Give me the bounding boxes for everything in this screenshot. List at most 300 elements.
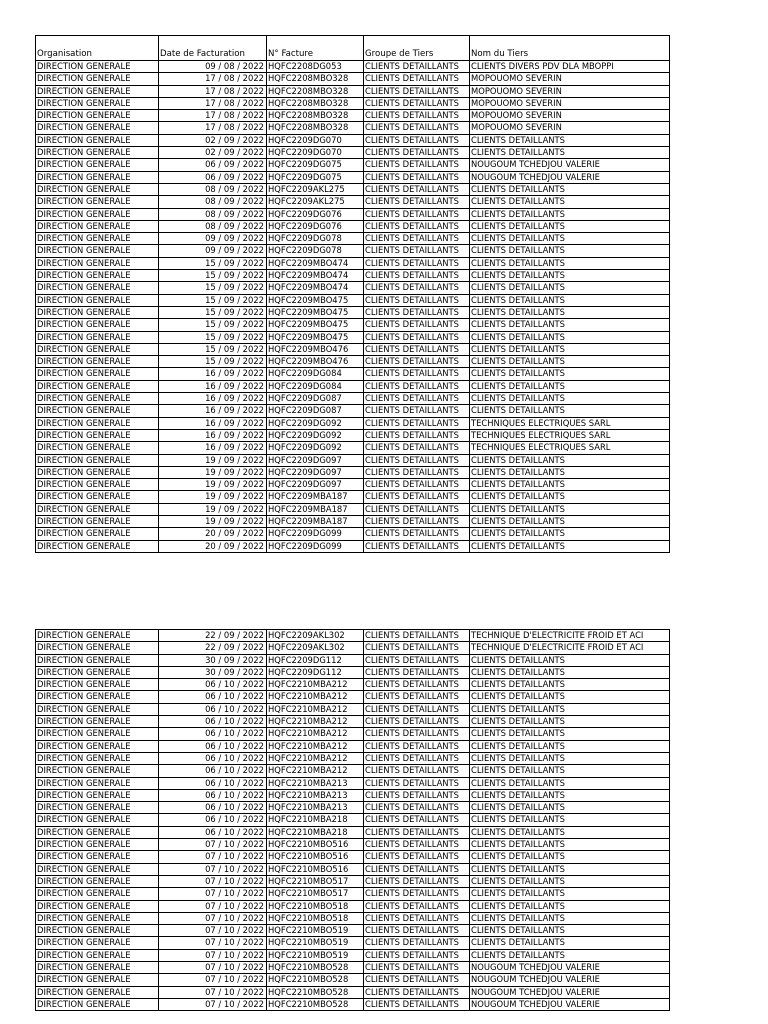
cell-groupe-tiers: CLIENTS DETAILLANTS — [364, 159, 470, 171]
cell-numero-facture: HQFC2210MBO516 — [267, 851, 364, 863]
cell-organisation: DIRECTION GENERALE — [36, 417, 159, 429]
cell-nom-tiers: TECHNIQUE D'ELECTRICITE FROID ET ACI — [470, 642, 670, 654]
cell-organisation: DIRECTION GENERALE — [36, 503, 159, 515]
cell-numero-facture: HQFC2210MBO517 — [267, 875, 364, 887]
cell-date: 06 / 10 / 2022 — [159, 802, 267, 814]
cell-numero-facture: HQFC2210MBO519 — [267, 949, 364, 961]
header-nom-tiers: Nom du Tiers — [470, 36, 670, 61]
cell-organisation: DIRECTION GENERALE — [36, 642, 159, 654]
cell-numero-facture: HQFC2210MBA212 — [267, 703, 364, 715]
cell-numero-facture: HQFC2210MBA213 — [267, 789, 364, 801]
cell-numero-facture: HQFC2210MBA212 — [267, 716, 364, 728]
cell-numero-facture: HQFC2210MBO528 — [267, 998, 364, 1010]
cell-date: 15 / 09 / 2022 — [159, 306, 267, 318]
cell-nom-tiers: CLIENTS DETAILLANTS — [470, 233, 670, 245]
cell-groupe-tiers: CLIENTS DETAILLANTS — [364, 356, 470, 368]
cell-date: 02 / 09 / 2022 — [159, 134, 267, 146]
cell-groupe-tiers: CLIENTS DETAILLANTS — [364, 85, 470, 97]
cell-nom-tiers: CLIENTS DETAILLANTS — [470, 851, 670, 863]
cell-groupe-tiers: CLIENTS DETAILLANTS — [364, 282, 470, 294]
cell-numero-facture: HQFC2210MBA212 — [267, 752, 364, 764]
table-row — [36, 442, 670, 454]
cell-organisation: DIRECTION GENERALE — [36, 245, 159, 257]
cell-organisation: DIRECTION GENERALE — [36, 912, 159, 924]
cell-organisation: DIRECTION GENERALE — [36, 294, 159, 306]
cell-organisation: DIRECTION GENERALE — [36, 208, 159, 220]
cell-date: 02 / 09 / 2022 — [159, 147, 267, 159]
table-row — [36, 752, 670, 764]
cell-numero-facture: HQFC2210MBA218 — [267, 814, 364, 826]
cell-numero-facture: HQFC2210MBO518 — [267, 900, 364, 912]
cell-date: 20 / 09 / 2022 — [159, 528, 267, 540]
cell-date: 19 / 09 / 2022 — [159, 515, 267, 527]
invoice-table-page-1 — [35, 35, 670, 553]
cell-organisation: DIRECTION GENERALE — [36, 368, 159, 380]
cell-nom-tiers: CLIENTS DETAILLANTS — [470, 491, 670, 503]
cell-date: 15 / 09 / 2022 — [159, 319, 267, 331]
cell-organisation: DIRECTION GENERALE — [36, 491, 159, 503]
table-row — [36, 405, 670, 417]
cell-date: 17 / 08 / 2022 — [159, 110, 267, 122]
cell-organisation: DIRECTION GENERALE — [36, 814, 159, 826]
cell-organisation: DIRECTION GENERALE — [36, 691, 159, 703]
cell-groupe-tiers: CLIENTS DETAILLANTS — [364, 654, 470, 666]
cell-numero-facture: HQFC2209DG087 — [267, 393, 364, 405]
cell-numero-facture: HQFC2208MBO328 — [267, 122, 364, 134]
header-groupe-tiers: Groupe de Tiers — [364, 36, 470, 61]
cell-organisation: DIRECTION GENERALE — [36, 196, 159, 208]
cell-date: 08 / 09 / 2022 — [159, 196, 267, 208]
cell-date: 08 / 09 / 2022 — [159, 208, 267, 220]
table-row — [36, 270, 670, 282]
table-row — [36, 962, 670, 974]
cell-date: 07 / 10 / 2022 — [159, 986, 267, 998]
header-row — [36, 36, 670, 61]
table-row — [36, 183, 670, 195]
cell-groupe-tiers: CLIENTS DETAILLANTS — [364, 393, 470, 405]
cell-groupe-tiers: CLIENTS DETAILLANTS — [364, 479, 470, 491]
cell-numero-facture: HQFC2209DG076 — [267, 208, 364, 220]
table-row — [36, 986, 670, 998]
cell-organisation: DIRECTION GENERALE — [36, 110, 159, 122]
cell-groupe-tiers: CLIENTS DETAILLANTS — [364, 196, 470, 208]
table-row — [36, 393, 670, 405]
cell-organisation: DIRECTION GENERALE — [36, 765, 159, 777]
cell-groupe-tiers: CLIENTS DETAILLANTS — [364, 171, 470, 183]
table-row — [36, 134, 670, 146]
cell-numero-facture: HQFC2209DG078 — [267, 245, 364, 257]
table-row — [36, 642, 670, 654]
cell-groupe-tiers: CLIENTS DETAILLANTS — [364, 270, 470, 282]
cell-date: 08 / 09 / 2022 — [159, 183, 267, 195]
cell-groupe-tiers: CLIENTS DETAILLANTS — [364, 515, 470, 527]
cell-date: 07 / 10 / 2022 — [159, 962, 267, 974]
cell-groupe-tiers: CLIENTS DETAILLANTS — [364, 343, 470, 355]
cell-nom-tiers: NOUGOUM TCHEDJOU VALERIE — [470, 962, 670, 974]
cell-organisation: DIRECTION GENERALE — [36, 666, 159, 678]
cell-organisation: DIRECTION GENERALE — [36, 393, 159, 405]
cell-date: 06 / 10 / 2022 — [159, 728, 267, 740]
cell-numero-facture: HQFC2209DG078 — [267, 233, 364, 245]
table-row — [36, 503, 670, 515]
cell-nom-tiers: CLIENTS DETAILLANTS — [470, 331, 670, 343]
cell-groupe-tiers: CLIENTS DETAILLANTS — [364, 814, 470, 826]
cell-groupe-tiers: CLIENTS DETAILLANTS — [364, 912, 470, 924]
cell-organisation: DIRECTION GENERALE — [36, 839, 159, 851]
cell-organisation: DIRECTION GENERALE — [36, 528, 159, 540]
cell-date: 16 / 09 / 2022 — [159, 442, 267, 454]
cell-organisation: DIRECTION GENERALE — [36, 233, 159, 245]
cell-date: 07 / 10 / 2022 — [159, 925, 267, 937]
cell-numero-facture: HQFC2209MBO475 — [267, 294, 364, 306]
cell-organisation: DIRECTION GENERALE — [36, 900, 159, 912]
cell-organisation: DIRECTION GENERALE — [36, 159, 159, 171]
table-row — [36, 630, 670, 642]
cell-organisation: DIRECTION GENERALE — [36, 466, 159, 478]
table-row — [36, 245, 670, 257]
cell-numero-facture: HQFC2209AKL302 — [267, 630, 364, 642]
cell-numero-facture: HQFC2208MBO328 — [267, 97, 364, 109]
cell-date: 17 / 08 / 2022 — [159, 73, 267, 85]
cell-date: 09 / 08 / 2022 — [159, 61, 267, 73]
cell-numero-facture: HQFC2209DG092 — [267, 429, 364, 441]
table-row — [36, 319, 670, 331]
cell-groupe-tiers: CLIENTS DETAILLANTS — [364, 233, 470, 245]
cell-groupe-tiers: CLIENTS DETAILLANTS — [364, 73, 470, 85]
table-row — [36, 716, 670, 728]
cell-date: 07 / 10 / 2022 — [159, 900, 267, 912]
cell-nom-tiers: CLIENTS DETAILLANTS — [470, 900, 670, 912]
cell-groupe-tiers: CLIENTS DETAILLANTS — [364, 900, 470, 912]
cell-nom-tiers: CLIENTS DETAILLANTS — [470, 716, 670, 728]
cell-groupe-tiers: CLIENTS DETAILLANTS — [364, 691, 470, 703]
cell-nom-tiers: CLIENTS DETAILLANTS — [470, 294, 670, 306]
cell-date: 17 / 08 / 2022 — [159, 85, 267, 97]
cell-organisation: DIRECTION GENERALE — [36, 442, 159, 454]
cell-nom-tiers: CLIENTS DETAILLANTS — [470, 691, 670, 703]
cell-groupe-tiers: CLIENTS DETAILLANTS — [364, 122, 470, 134]
cell-groupe-tiers: CLIENTS DETAILLANTS — [364, 405, 470, 417]
cell-numero-facture: HQFC2209MBA187 — [267, 491, 364, 503]
cell-nom-tiers: TECHNIQUES ELECTRIQUES SARL — [470, 429, 670, 441]
cell-groupe-tiers: CLIENTS DETAILLANTS — [364, 962, 470, 974]
cell-date: 15 / 09 / 2022 — [159, 282, 267, 294]
cell-nom-tiers: CLIENTS DETAILLANTS — [470, 466, 670, 478]
table-row — [36, 765, 670, 777]
cell-nom-tiers: CLIENTS DETAILLANTS — [470, 937, 670, 949]
cell-numero-facture: HQFC2209MBO474 — [267, 270, 364, 282]
cell-date: 15 / 09 / 2022 — [159, 331, 267, 343]
table-row — [36, 220, 670, 232]
cell-groupe-tiers: CLIENTS DETAILLANTS — [364, 642, 470, 654]
cell-numero-facture: HQFC2209AKL275 — [267, 183, 364, 195]
cell-numero-facture: HQFC2210MBA212 — [267, 679, 364, 691]
cell-numero-facture: HQFC2210MBA212 — [267, 740, 364, 752]
cell-date: 09 / 09 / 2022 — [159, 233, 267, 245]
cell-date: 07 / 10 / 2022 — [159, 875, 267, 887]
table-row — [36, 949, 670, 961]
cell-nom-tiers: CLIENTS DIVERS PDV DLA MBOPPI — [470, 61, 670, 73]
cell-organisation: DIRECTION GENERALE — [36, 183, 159, 195]
cell-date: 06 / 10 / 2022 — [159, 789, 267, 801]
cell-date: 06 / 10 / 2022 — [159, 826, 267, 838]
cell-date: 15 / 09 / 2022 — [159, 343, 267, 355]
table-row — [36, 814, 670, 826]
table-row — [36, 826, 670, 838]
cell-nom-tiers: CLIENTS DETAILLANTS — [470, 826, 670, 838]
cell-date: 17 / 08 / 2022 — [159, 97, 267, 109]
table-row — [36, 703, 670, 715]
cell-groupe-tiers: CLIENTS DETAILLANTS — [364, 765, 470, 777]
cell-organisation: DIRECTION GENERALE — [36, 777, 159, 789]
cell-organisation: DIRECTION GENERALE — [36, 319, 159, 331]
table-row — [36, 171, 670, 183]
cell-numero-facture: HQFC2209MBA187 — [267, 503, 364, 515]
cell-numero-facture: HQFC2209AKL302 — [267, 642, 364, 654]
cell-nom-tiers: TECHNIQUES ELECTRIQUES SARL — [470, 442, 670, 454]
cell-groupe-tiers: CLIENTS DETAILLANTS — [364, 97, 470, 109]
cell-numero-facture: HQFC2210MBO519 — [267, 925, 364, 937]
cell-organisation: DIRECTION GENERALE — [36, 429, 159, 441]
cell-numero-facture: HQFC2209MBO475 — [267, 331, 364, 343]
cell-organisation: DIRECTION GENERALE — [36, 171, 159, 183]
cell-groupe-tiers: CLIENTS DETAILLANTS — [364, 925, 470, 937]
cell-nom-tiers: CLIENTS DETAILLANTS — [470, 728, 670, 740]
cell-numero-facture: HQFC2209MBA187 — [267, 515, 364, 527]
cell-groupe-tiers: CLIENTS DETAILLANTS — [364, 331, 470, 343]
cell-organisation: DIRECTION GENERALE — [36, 937, 159, 949]
cell-groupe-tiers: CLIENTS DETAILLANTS — [364, 540, 470, 552]
cell-date: 15 / 09 / 2022 — [159, 270, 267, 282]
table-row — [36, 728, 670, 740]
cell-groupe-tiers: CLIENTS DETAILLANTS — [364, 851, 470, 863]
cell-nom-tiers: CLIENTS DETAILLANTS — [470, 343, 670, 355]
cell-numero-facture: HQFC2209DG099 — [267, 540, 364, 552]
cell-date: 07 / 10 / 2022 — [159, 888, 267, 900]
cell-groupe-tiers: CLIENTS DETAILLANTS — [364, 528, 470, 540]
cell-groupe-tiers: CLIENTS DETAILLANTS — [364, 134, 470, 146]
cell-date: 16 / 09 / 2022 — [159, 417, 267, 429]
cell-groupe-tiers: CLIENTS DETAILLANTS — [364, 974, 470, 986]
cell-nom-tiers: CLIENTS DETAILLANTS — [470, 777, 670, 789]
cell-groupe-tiers: CLIENTS DETAILLANTS — [364, 839, 470, 851]
cell-nom-tiers: NOUGOUM TCHEDJOU VALERIE — [470, 986, 670, 998]
cell-organisation: DIRECTION GENERALE — [36, 654, 159, 666]
cell-numero-facture: HQFC2210MBA213 — [267, 777, 364, 789]
cell-date: 06 / 10 / 2022 — [159, 777, 267, 789]
cell-nom-tiers: CLIENTS DETAILLANTS — [470, 220, 670, 232]
cell-date: 17 / 08 / 2022 — [159, 122, 267, 134]
table-row — [36, 380, 670, 392]
cell-nom-tiers: CLIENTS DETAILLANTS — [470, 814, 670, 826]
table-row — [36, 417, 670, 429]
cell-nom-tiers: CLIENTS DETAILLANTS — [470, 257, 670, 269]
cell-date: 07 / 10 / 2022 — [159, 998, 267, 1010]
cell-nom-tiers: CLIENTS DETAILLANTS — [470, 679, 670, 691]
cell-date: 15 / 09 / 2022 — [159, 356, 267, 368]
cell-organisation: DIRECTION GENERALE — [36, 888, 159, 900]
cell-organisation: DIRECTION GENERALE — [36, 122, 159, 134]
cell-organisation: DIRECTION GENERALE — [36, 306, 159, 318]
cell-nom-tiers: CLIENTS DETAILLANTS — [470, 528, 670, 540]
table-row — [36, 491, 670, 503]
cell-numero-facture: HQFC2209MBO475 — [267, 306, 364, 318]
cell-organisation: DIRECTION GENERALE — [36, 380, 159, 392]
cell-organisation: DIRECTION GENERALE — [36, 974, 159, 986]
cell-numero-facture: HQFC2208MBO328 — [267, 73, 364, 85]
cell-nom-tiers: NOUGOUM TCHEDJOU VALERIE — [470, 998, 670, 1010]
cell-numero-facture: HQFC2209DG097 — [267, 466, 364, 478]
table-row — [36, 802, 670, 814]
cell-nom-tiers: CLIENTS DETAILLANTS — [470, 319, 670, 331]
cell-numero-facture: HQFC2209DG099 — [267, 528, 364, 540]
cell-nom-tiers: CLIENTS DETAILLANTS — [470, 208, 670, 220]
cell-numero-facture: HQFC2210MBA218 — [267, 826, 364, 838]
cell-numero-facture: HQFC2209DG092 — [267, 417, 364, 429]
cell-groupe-tiers: CLIENTS DETAILLANTS — [364, 740, 470, 752]
cell-organisation: DIRECTION GENERALE — [36, 740, 159, 752]
cell-nom-tiers: NOUGOUM TCHEDJOU VALERIE — [470, 159, 670, 171]
cell-numero-facture: HQFC2209DG075 — [267, 171, 364, 183]
table-row — [36, 515, 670, 527]
cell-groupe-tiers: CLIENTS DETAILLANTS — [364, 380, 470, 392]
cell-numero-facture: HQFC2210MBA212 — [267, 728, 364, 740]
cell-numero-facture: HQFC2209DG092 — [267, 442, 364, 454]
cell-date: 19 / 09 / 2022 — [159, 466, 267, 478]
cell-groupe-tiers: CLIENTS DETAILLANTS — [364, 245, 470, 257]
cell-organisation: DIRECTION GENERALE — [36, 134, 159, 146]
cell-organisation: DIRECTION GENERALE — [36, 851, 159, 863]
table-row — [36, 97, 670, 109]
table-row — [36, 208, 670, 220]
cell-nom-tiers: CLIENTS DETAILLANTS — [470, 949, 670, 961]
cell-date: 06 / 10 / 2022 — [159, 752, 267, 764]
cell-numero-facture: HQFC2208MBO328 — [267, 85, 364, 97]
cell-groupe-tiers: CLIENTS DETAILLANTS — [364, 789, 470, 801]
table-row — [36, 306, 670, 318]
cell-date: 16 / 09 / 2022 — [159, 393, 267, 405]
cell-date: 07 / 10 / 2022 — [159, 839, 267, 851]
cell-numero-facture: HQFC2209MBO474 — [267, 282, 364, 294]
cell-organisation: DIRECTION GENERALE — [36, 986, 159, 998]
cell-numero-facture: HQFC2210MBO518 — [267, 912, 364, 924]
cell-nom-tiers: CLIENTS DETAILLANTS — [470, 368, 670, 380]
table-row — [36, 679, 670, 691]
cell-groupe-tiers: CLIENTS DETAILLANTS — [364, 442, 470, 454]
cell-organisation: DIRECTION GENERALE — [36, 962, 159, 974]
cell-date: 07 / 10 / 2022 — [159, 851, 267, 863]
cell-groupe-tiers: CLIENTS DETAILLANTS — [364, 863, 470, 875]
cell-groupe-tiers: CLIENTS DETAILLANTS — [364, 208, 470, 220]
cell-groupe-tiers: CLIENTS DETAILLANTS — [364, 368, 470, 380]
cell-groupe-tiers: CLIENTS DETAILLANTS — [364, 703, 470, 715]
cell-organisation: DIRECTION GENERALE — [36, 282, 159, 294]
cell-organisation: DIRECTION GENERALE — [36, 728, 159, 740]
table-row — [36, 540, 670, 552]
cell-organisation: DIRECTION GENERALE — [36, 85, 159, 97]
cell-nom-tiers: CLIENTS DETAILLANTS — [470, 912, 670, 924]
table-row — [36, 691, 670, 703]
cell-numero-facture: HQFC2210MBA213 — [267, 802, 364, 814]
cell-groupe-tiers: CLIENTS DETAILLANTS — [364, 110, 470, 122]
cell-date: 06 / 09 / 2022 — [159, 159, 267, 171]
cell-groupe-tiers: CLIENTS DETAILLANTS — [364, 429, 470, 441]
table-row — [36, 356, 670, 368]
table-row — [36, 789, 670, 801]
cell-groupe-tiers: CLIENTS DETAILLANTS — [364, 491, 470, 503]
cell-organisation: DIRECTION GENERALE — [36, 826, 159, 838]
cell-numero-facture: HQFC2210MBO528 — [267, 986, 364, 998]
cell-organisation: DIRECTION GENERALE — [36, 61, 159, 73]
table-row — [36, 147, 670, 159]
cell-organisation: DIRECTION GENERALE — [36, 356, 159, 368]
invoice-table-page-2 — [35, 629, 670, 1011]
cell-nom-tiers: CLIENTS DETAILLANTS — [470, 703, 670, 715]
cell-nom-tiers: CLIENTS DETAILLANTS — [470, 875, 670, 887]
cell-numero-facture: HQFC2209DG097 — [267, 454, 364, 466]
table-row — [36, 479, 670, 491]
cell-organisation: DIRECTION GENERALE — [36, 875, 159, 887]
table-row — [36, 654, 670, 666]
cell-date: 30 / 09 / 2022 — [159, 666, 267, 678]
table-row — [36, 998, 670, 1010]
cell-numero-facture: HQFC2210MBO516 — [267, 863, 364, 875]
cell-organisation: DIRECTION GENERALE — [36, 479, 159, 491]
cell-nom-tiers: TECHNIQUES ELECTRIQUES SARL — [470, 417, 670, 429]
cell-nom-tiers: MOPOUOMO SEVERIN — [470, 110, 670, 122]
table-row — [36, 454, 670, 466]
cell-numero-facture: HQFC2209DG084 — [267, 380, 364, 392]
table-row — [36, 368, 670, 380]
cell-date: 08 / 09 / 2022 — [159, 220, 267, 232]
cell-date: 22 / 09 / 2022 — [159, 630, 267, 642]
table-row — [36, 466, 670, 478]
cell-nom-tiers: NOUGOUM TCHEDJOU VALERIE — [470, 974, 670, 986]
header-numero-facture: N° Facture — [267, 36, 364, 61]
cell-groupe-tiers: CLIENTS DETAILLANTS — [364, 937, 470, 949]
cell-groupe-tiers: CLIENTS DETAILLANTS — [364, 716, 470, 728]
cell-nom-tiers: CLIENTS DETAILLANTS — [470, 752, 670, 764]
cell-nom-tiers: CLIENTS DETAILLANTS — [470, 503, 670, 515]
cell-organisation: DIRECTION GENERALE — [36, 454, 159, 466]
cell-numero-facture: HQFC2209DG087 — [267, 405, 364, 417]
cell-organisation: DIRECTION GENERALE — [36, 679, 159, 691]
cell-organisation: DIRECTION GENERALE — [36, 802, 159, 814]
cell-numero-facture: HQFC2209MBO476 — [267, 356, 364, 368]
cell-nom-tiers: CLIENTS DETAILLANTS — [470, 356, 670, 368]
cell-organisation: DIRECTION GENERALE — [36, 147, 159, 159]
cell-numero-facture: HQFC2209DG112 — [267, 654, 364, 666]
table-row — [36, 937, 670, 949]
cell-numero-facture: HQFC2209AKL275 — [267, 196, 364, 208]
cell-organisation: DIRECTION GENERALE — [36, 220, 159, 232]
cell-numero-facture: HQFC2209DG075 — [267, 159, 364, 171]
cell-groupe-tiers: CLIENTS DETAILLANTS — [364, 183, 470, 195]
cell-nom-tiers: CLIENTS DETAILLANTS — [470, 147, 670, 159]
cell-numero-facture: HQFC2209DG112 — [267, 666, 364, 678]
table-row — [36, 839, 670, 851]
cell-date: 16 / 09 / 2022 — [159, 405, 267, 417]
cell-groupe-tiers: CLIENTS DETAILLANTS — [364, 888, 470, 900]
cell-date: 19 / 09 / 2022 — [159, 454, 267, 466]
cell-numero-facture: HQFC2209DG070 — [267, 147, 364, 159]
cell-organisation: DIRECTION GENERALE — [36, 630, 159, 642]
cell-nom-tiers: CLIENTS DETAILLANTS — [470, 245, 670, 257]
cell-groupe-tiers: CLIENTS DETAILLANTS — [364, 294, 470, 306]
header-organisation: Organisation — [36, 36, 159, 61]
cell-date: 06 / 09 / 2022 — [159, 171, 267, 183]
table-body-section-1 — [36, 61, 670, 553]
